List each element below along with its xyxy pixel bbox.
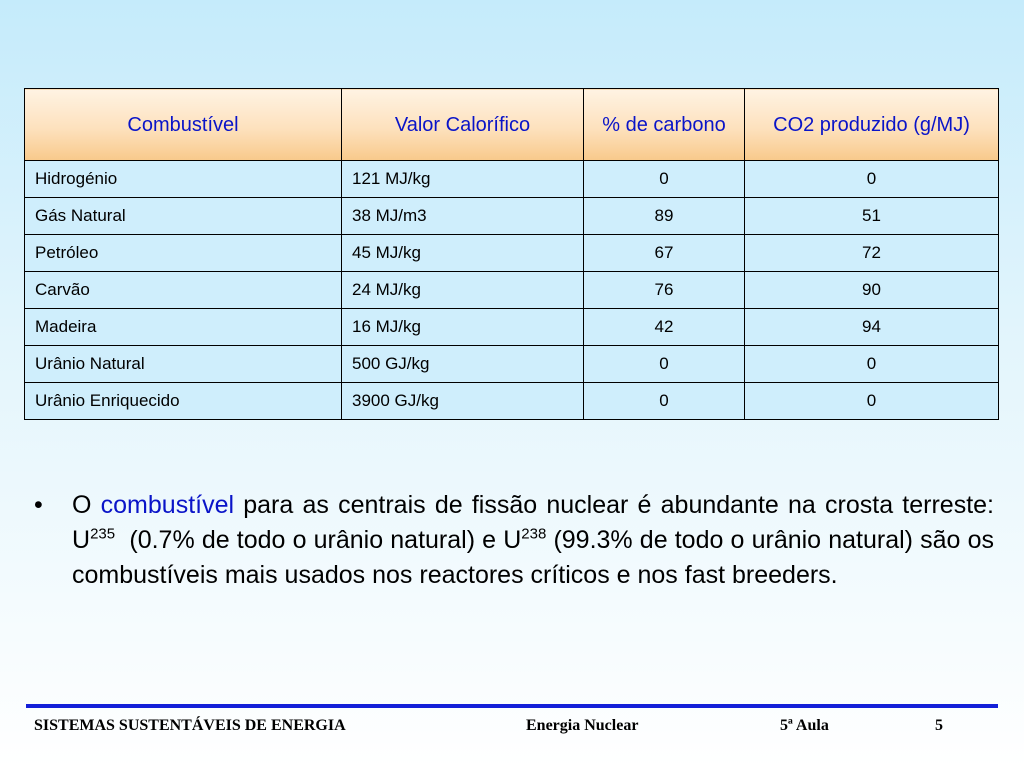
footer-divider bbox=[26, 704, 998, 708]
cell-calorific-value: 121 MJ/kg bbox=[342, 161, 584, 198]
bullet-marker: • bbox=[34, 491, 43, 519]
bullet-highlight: combustível bbox=[100, 491, 235, 519]
cell-carbon-percent: 67 bbox=[584, 235, 745, 272]
cell-carbon-percent: 0 bbox=[584, 161, 745, 198]
cell-co2: 94 bbox=[745, 309, 999, 346]
bullet-prefix: O bbox=[72, 491, 101, 519]
cell-calorific-value: 500 GJ/kg bbox=[342, 346, 584, 383]
cell-fuel: Madeira bbox=[25, 309, 342, 346]
cell-carbon-percent: 89 bbox=[584, 198, 745, 235]
bullet-text bbox=[72, 488, 994, 593]
table-header-row bbox=[25, 89, 999, 161]
isotope-238-superscript: 238 bbox=[521, 525, 547, 543]
cell-co2: 51 bbox=[745, 198, 999, 235]
footer-course: SISTEMAS SUSTENTÁVEIS DE ENERGIA bbox=[34, 717, 346, 734]
table-row bbox=[25, 272, 999, 309]
isotope-235-superscript: 235 bbox=[90, 525, 116, 543]
cell-co2: 0 bbox=[745, 383, 999, 420]
header-carbon-percent: % de carbono bbox=[584, 89, 745, 161]
cell-fuel: Urânio Enriquecido bbox=[25, 383, 342, 420]
cell-fuel: Hidrogénio bbox=[25, 161, 342, 198]
cell-calorific-value: 16 MJ/kg bbox=[342, 309, 584, 346]
footer-topic: Energia Nuclear bbox=[526, 717, 639, 734]
cell-fuel: Gás Natural bbox=[25, 198, 342, 235]
cell-calorific-value: 3900 GJ/kg bbox=[342, 383, 584, 420]
bullet-part1: para as centrais de fissão nuclear é abundante na crosta terreste: U bbox=[72, 491, 994, 554]
cell-carbon-percent: 42 bbox=[584, 309, 745, 346]
bullet-point bbox=[34, 488, 994, 593]
cell-fuel: Carvão bbox=[25, 272, 342, 309]
cell-carbon-percent: 0 bbox=[584, 346, 745, 383]
cell-calorific-value: 24 MJ/kg bbox=[342, 272, 584, 309]
bullet-part3: (99.3% de todo o urânio natural) são os combustíveis mais usados nos reactores críticos e nos fast breeders. bbox=[72, 526, 994, 589]
table-row bbox=[25, 235, 999, 272]
cell-co2: 72 bbox=[745, 235, 999, 272]
header-calorific-value: Valor Calorífico bbox=[342, 89, 584, 161]
footer-lesson: 5ª Aula bbox=[780, 717, 829, 734]
table-row bbox=[25, 161, 999, 198]
cell-calorific-value: 45 MJ/kg bbox=[342, 235, 584, 272]
table-row bbox=[25, 309, 999, 346]
cell-co2: 90 bbox=[745, 272, 999, 309]
header-fuel: Combustível bbox=[25, 89, 342, 161]
footer-page-number: 5 bbox=[935, 717, 943, 734]
cell-carbon-percent: 0 bbox=[584, 383, 745, 420]
cell-fuel: Petróleo bbox=[25, 235, 342, 272]
bullet-part2: (0.7% de todo o urânio natural) e U bbox=[115, 526, 522, 554]
cell-carbon-percent: 76 bbox=[584, 272, 745, 309]
table-row bbox=[25, 346, 999, 383]
cell-calorific-value: 38 MJ/m3 bbox=[342, 198, 584, 235]
cell-co2: 0 bbox=[745, 346, 999, 383]
header-co2-produced: CO2 produzido (g/MJ) bbox=[745, 89, 999, 161]
table-row bbox=[25, 198, 999, 235]
cell-co2: 0 bbox=[745, 161, 999, 198]
fuel-comparison-table bbox=[24, 88, 999, 420]
table-row bbox=[25, 383, 999, 420]
cell-fuel: Urânio Natural bbox=[25, 346, 342, 383]
